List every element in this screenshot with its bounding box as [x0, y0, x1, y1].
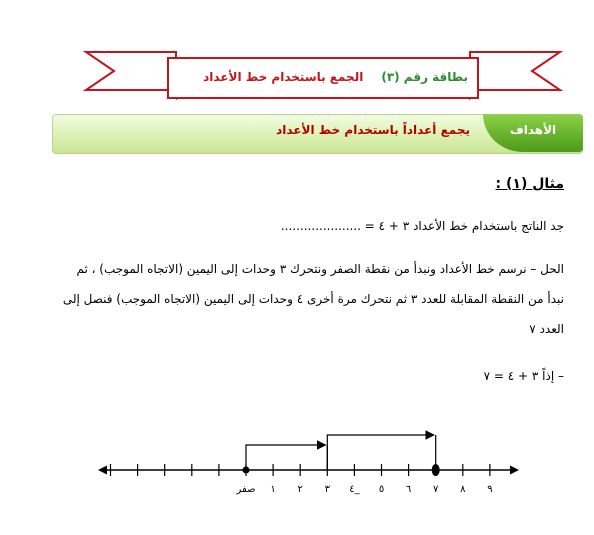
- tick-label: ٣: [324, 484, 330, 495]
- tick-label: صفر: [236, 484, 256, 495]
- question-line: جد الناتج باستخدام خط الأعداد ٣ + ٤ = .....................: [280, 219, 564, 233]
- example-title: مثال (١) :: [495, 176, 564, 192]
- end-point: [432, 464, 440, 476]
- jump-arrow: [327, 435, 433, 470]
- tick-label: ٢: [297, 484, 303, 495]
- tick-label: ٥: [378, 484, 385, 495]
- tick-labels: [235, 484, 492, 495]
- tick-label: ٦: [405, 484, 412, 495]
- goals-text: يجمع أعداداً باستخدام خط الأعداد: [276, 123, 470, 137]
- goals-tab: الأهداف: [483, 114, 583, 152]
- result-line: – إذاً ٣ + ٤ = ٧: [483, 369, 564, 383]
- tick-label: ٩: [487, 484, 493, 495]
- start-point: [243, 467, 250, 474]
- solution-line-1: الحل – نرسم خط الأعداد ونبدأ من نقطة الصفر ونتحرك ٣ وحدات إلى اليمين (الاتجاه الموجب) ، ثم: [76, 262, 564, 276]
- card-number-label: بطاقة رقم (٣): [381, 70, 468, 84]
- jump-arrow: [246, 445, 325, 470]
- solution-line-2: نبدأ من النقطة المقابلة للعدد ٣ ثم نتحرك مرة أخرى ٤ وحدات إلى اليمين (الاتجاه الموجب) فنصل إلى: [62, 292, 564, 306]
- tick-label: ١: [270, 484, 276, 495]
- right-arrow-head: [510, 466, 519, 475]
- tick-label: ٨: [460, 484, 466, 495]
- left-arrow-head: [98, 466, 107, 475]
- tick-label: ٧: [433, 484, 439, 495]
- card-topic-label: الجمع باستخدام خط الأعداد: [203, 70, 364, 84]
- solution-line-3: العدد ٧: [529, 322, 564, 336]
- tick-label: ٤_: [349, 484, 360, 495]
